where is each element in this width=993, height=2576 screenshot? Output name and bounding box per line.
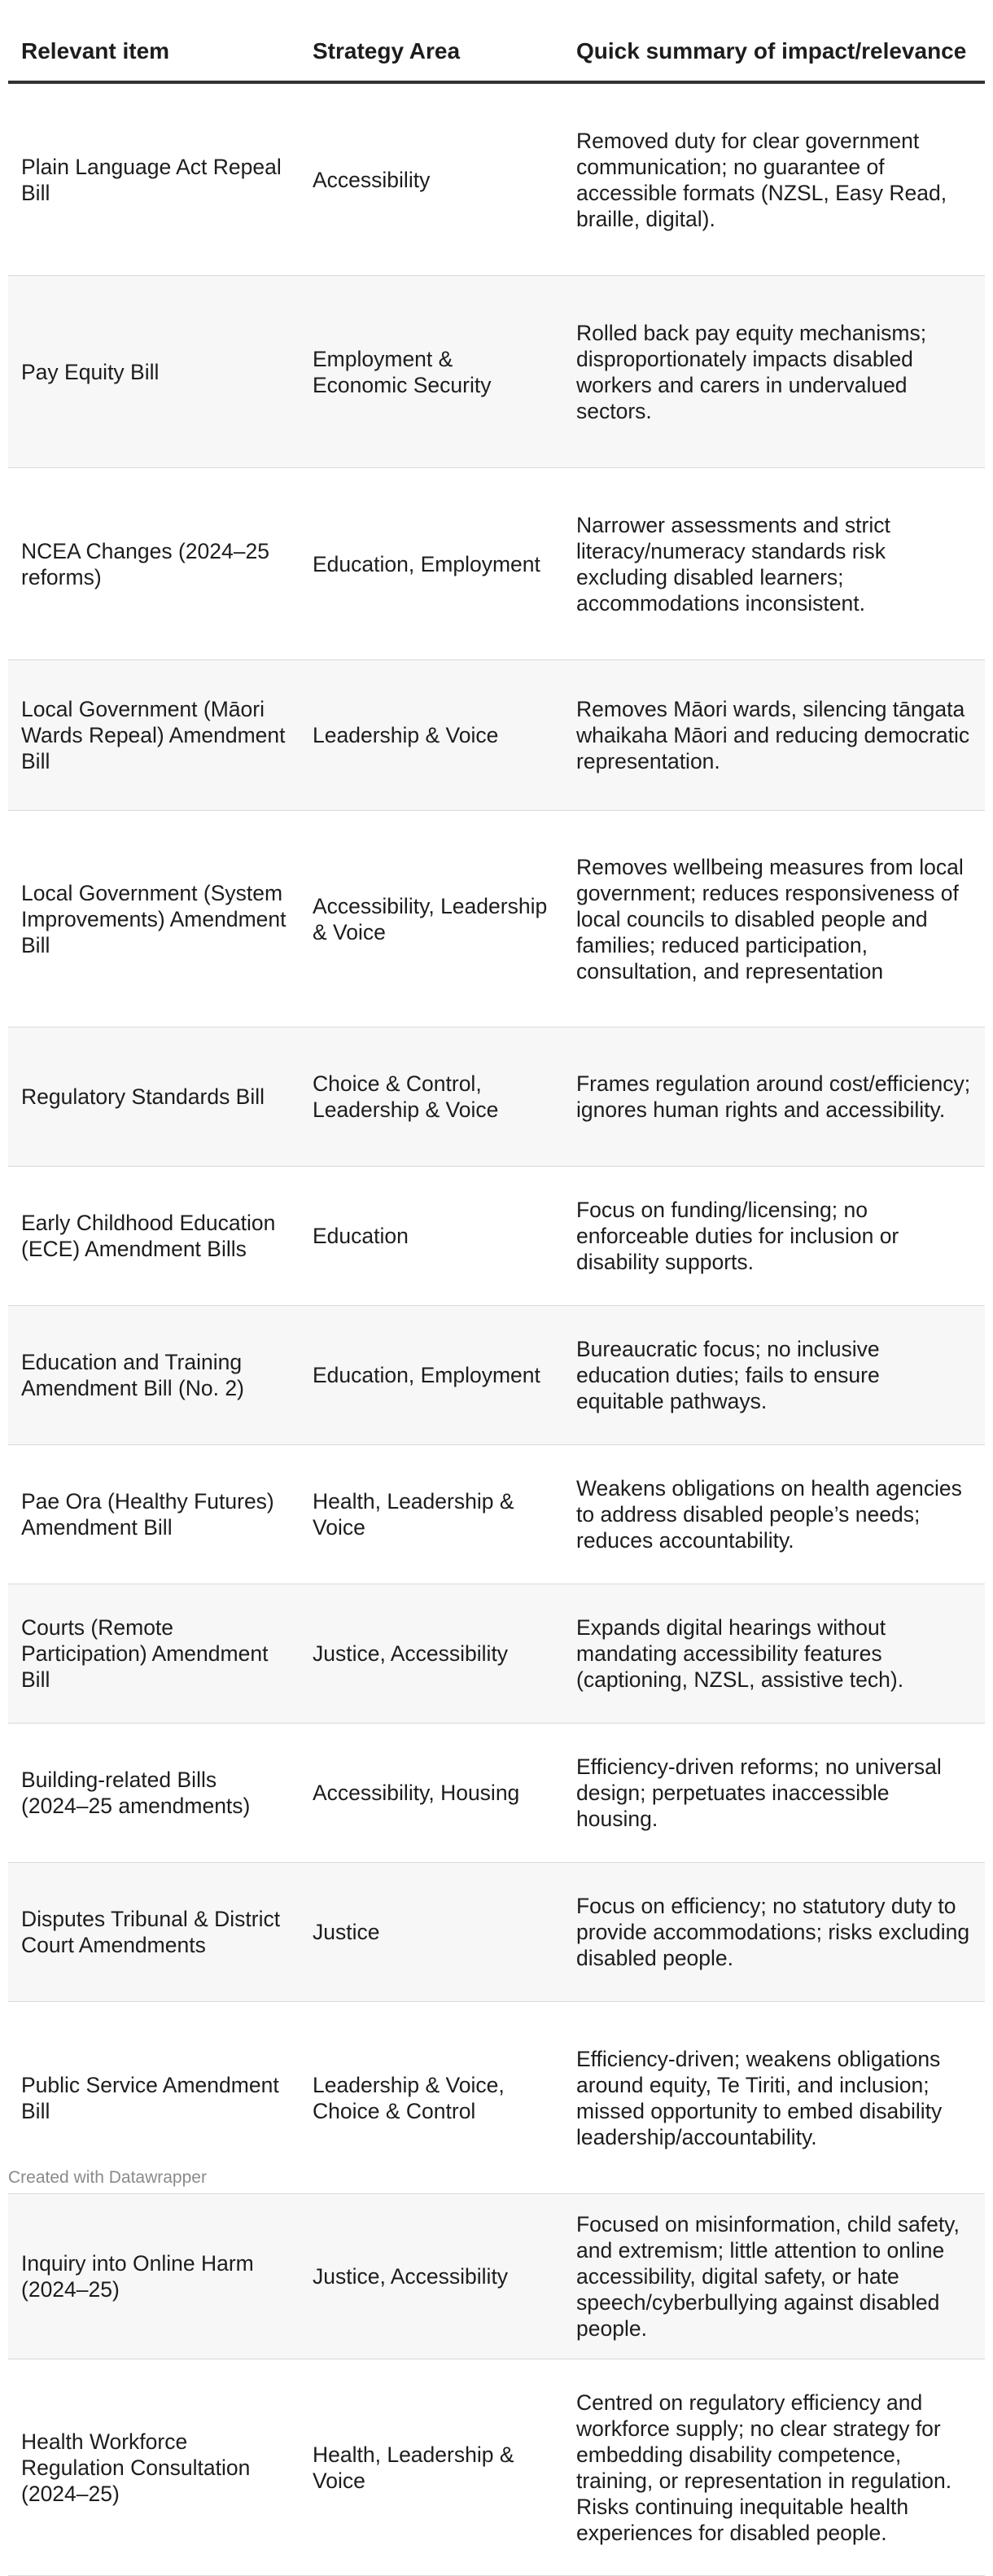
table-row [8,276,985,468]
cell-summary: Rolled back pay equity mechanisms; disproportionately impacts disabled workers and carers in undervalued sectors. [563,276,985,468]
cell-item: Early Childhood Education (ECE) Amendment Bills [8,1167,300,1306]
cell-area: Accessibility, Housing [300,1724,563,1863]
cell-area: Health, Leadership & Voice [300,2359,563,2576]
cell-summary: Frames regulation around cost/efficiency; ignores human rights and accessibility. [563,1027,985,1167]
table-row [8,660,985,811]
cell-area: Justice, Accessibility [300,2194,563,2359]
table-row [8,2194,985,2359]
cell-area: Education [300,1167,563,1306]
cell-item: Regulatory Standards Bill [8,1027,300,1167]
cell-area: Leadership & Voice, Choice & Control [300,2002,563,2194]
cell-summary: Expands digital hearings without mandating accessibility features (captioning, NZSL, assistive tech). [563,1584,985,1724]
cell-area: Employment & Economic Security [300,276,563,468]
cell-area: Accessibility [300,82,563,276]
cell-summary: Removes wellbeing measures from local government; reduces responsiveness of local councils to disabled people and families; reduced participation, consultation, and representation [563,811,985,1027]
cell-area: Justice, Accessibility [300,1584,563,1724]
table-row [8,1027,985,1167]
cell-item: Plain Language Act Repeal Bill [8,82,300,276]
cell-area: Accessibility, Leadership & Voice [300,811,563,1027]
table-row [8,1724,985,1863]
cell-item: Building-related Bills (2024–25 amendments) [8,1724,300,1863]
cell-item: Education and Training Amendment Bill (No. 2) [8,1306,300,1445]
cell-area: Choice & Control, Leadership & Voice [300,1027,563,1167]
cell-area: Education, Employment [300,468,563,660]
cell-summary: Focused on misinformation, child safety, and extremism; little attention to online accessibility, digital safety, or hate speech/cyberbullying against disabled people. [563,2194,985,2359]
table-row [8,2359,985,2576]
table-header-row [8,33,985,82]
legislation-impact-table [8,33,985,2576]
table-row [8,811,985,1027]
cell-item: Pae Ora (Healthy Futures) Amendment Bill [8,1445,300,1584]
cell-item: Inquiry into Online Harm (2024–25) [8,2194,300,2359]
cell-summary: Removes Māori wards, silencing tāngata whaikaha Māori and reducing democratic representation. [563,660,985,811]
table-row [8,82,985,276]
column-header-relevant-item: Relevant item [8,33,300,82]
datawrapper-credit[interactable]: Created with Datawrapper [8,2168,207,2187]
table-row [8,1306,985,1445]
cell-summary: Centred on regulatory efficiency and workforce supply; no clear strategy for embedding disability competence, training, or representation in regulation. Risks continuing inequitable health experiences for disabled people. [563,2359,985,2576]
table-row [8,1445,985,1584]
cell-item: Courts (Remote Participation) Amendment Bill [8,1584,300,1724]
column-header-strategy-area: Strategy Area [300,33,563,82]
cell-summary: Removed duty for clear government communication; no guarantee of accessible formats (NZSL, Easy Read, braille, digital). [563,82,985,276]
cell-summary: Focus on efficiency; no statutory duty to provide accommodations; risks excluding disabled people. [563,1863,985,2002]
cell-summary: Focus on funding/licensing; no enforceable duties for inclusion or disability supports. [563,1167,985,1306]
cell-area: Leadership & Voice [300,660,563,811]
cell-item: Pay Equity Bill [8,276,300,468]
cell-summary: Weakens obligations on health agencies to address disabled people’s needs; reduces accountability. [563,1445,985,1584]
cell-item: Public Service Amendment Bill [8,2002,300,2194]
table-row [8,468,985,660]
cell-item: Health Workforce Regulation Consultation (2024–25) [8,2359,300,2576]
cell-area: Justice [300,1863,563,2002]
cell-summary: Efficiency-driven; weakens obligations around equity, Te Tiriti, and inclusion; missed opportunity to embed disability leadership/accountability. [563,2002,985,2194]
column-header-summary: Quick summary of impact/relevance [563,33,985,82]
cell-summary: Narrower assessments and strict literacy/numeracy standards risk excluding disabled learners; accommodations inconsistent. [563,468,985,660]
table-row [8,2002,985,2194]
cell-item: Local Government (Māori Wards Repeal) Amendment Bill [8,660,300,811]
table-row [8,1167,985,1306]
cell-item: NCEA Changes (2024–25 reforms) [8,468,300,660]
table-row [8,1584,985,1724]
cell-item: Disputes Tribunal & District Court Amendments [8,1863,300,2002]
cell-area: Education, Employment [300,1306,563,1445]
cell-item: Local Government (System Improvements) Amendment Bill [8,811,300,1027]
cell-summary: Efficiency-driven reforms; no universal design; perpetuates inaccessible housing. [563,1724,985,1863]
cell-area: Health, Leadership & Voice [300,1445,563,1584]
table-row [8,1863,985,2002]
cell-summary: Bureaucratic focus; no inclusive education duties; fails to ensure equitable pathways. [563,1306,985,1445]
